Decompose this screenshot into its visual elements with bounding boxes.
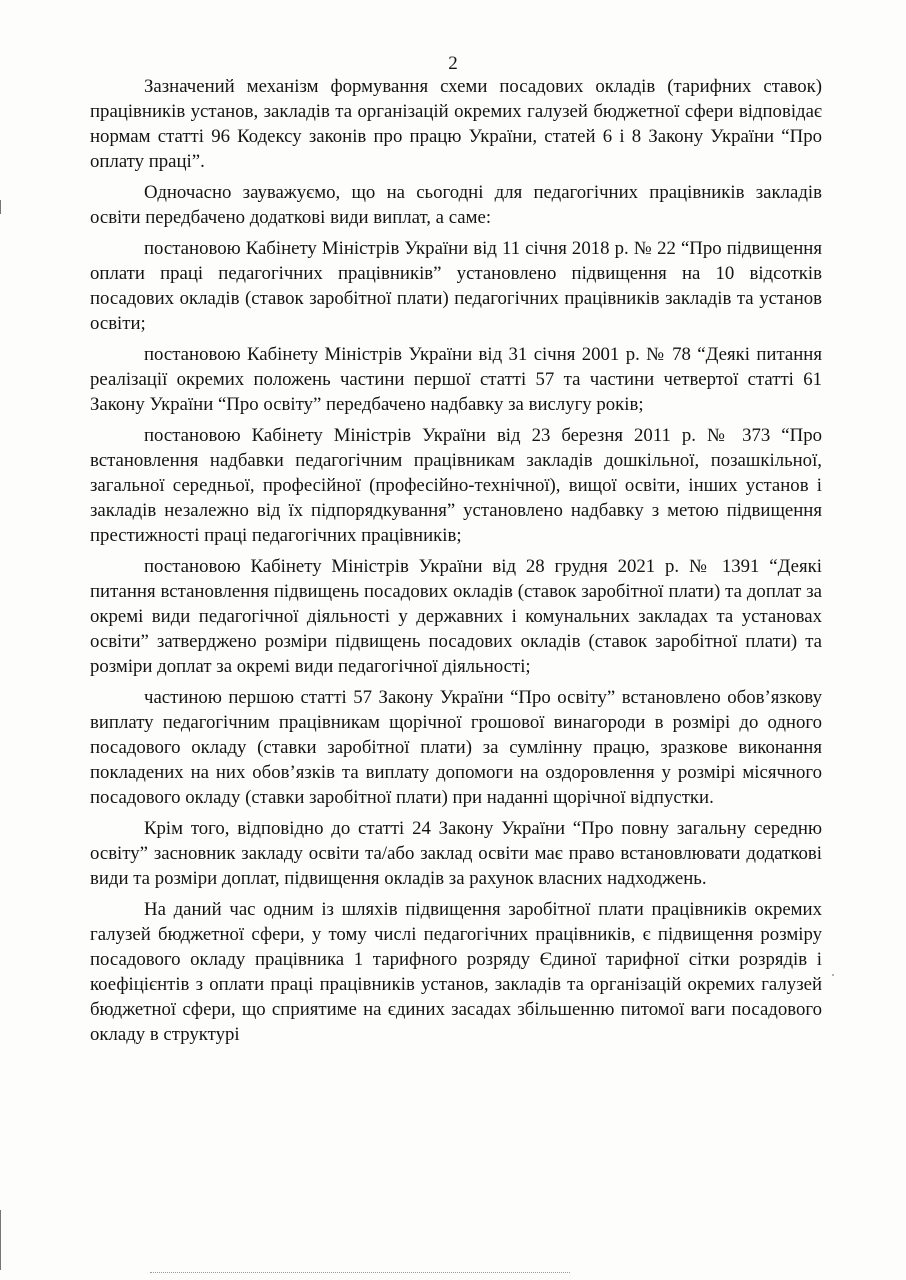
paragraph: На даний час одним із шляхів підвищення заробітної плати працівників окремих галузей бюджетної сфери, у тому числі педагогічних працівників, є підвищення розміру посадового окладу працівника 1 тарифного розряду Єдиної тарифної сітки розрядів і коефіцієнтів з оплати праці працівників установ, закладів та організацій окремих галузей бюджетної сфери, що сприятиме на єдиних засадах збільшенню питомої ваги посадового окладу в структурі (90, 899, 822, 1045)
paragraph: постановою Кабінету Міністрів України від 28 грудня 2021 р. № 1391 “Деякі питання встановлення підвищень посадових окладів (ставок заробітної плати) та доплат за окремі види педагогічної діяльності у державних і комунальних закладах та установах освіти” затверджено розміри підвищень посадових окладів (ставок заробітної плати) та розміри доплат за окремі види педагогічної діяльності; (90, 556, 822, 677)
paragraph: Крім того, відповідно до статті 24 Закону України “Про повну загальну середню освіту” засновник закладу освіти та/або заклад освіти має право встановлювати додаткові види та розміри доплат, підвищення окладів за рахунок власних надходжень. (90, 818, 822, 889)
document-body (90, 74, 822, 1053)
paragraph: Зазначений механізм формування схеми посадових окладів (тарифних ставок) працівників установ, закладів та організацій окремих галузей бюджетної сфери відповідає нормам статті 96 Кодексу законів про працю України, статей 6 і 8 Закону України “Про оплату праці”. (90, 76, 822, 172)
scan-edge-mark (0, 200, 1, 214)
paragraph: Одночасно зауважуємо, що на сьогодні для педагогічних працівників закладів освіти передбачено додаткові види виплат, а саме: (90, 182, 822, 228)
scan-speck (832, 974, 834, 976)
paragraph: частиною першою статті 57 Закону України “Про освіту” встановлено обов’язкову виплату педагогічним працівникам щорічної грошової винагороди в розмірі до одного посадового окладу (ставки заробітної плати) за сумлінну працю, зразкове виконання покладених на них обов’язків та виплату допомоги на оздоровлення у розмірі місячного посадового окладу (ставки заробітної плати) при наданні щорічної відпустки. (90, 687, 822, 808)
paragraph: постановою Кабінету Міністрів України від 31 січня 2001 р. № 78 “Деякі питання реалізації окремих положень частини першої статті 57 та частини четвертої статті 61 Закону України “Про освіту” передбачено надбавку за вислугу років; (90, 344, 822, 415)
paragraph: постановою Кабінету Міністрів України від 23 березня 2011 р. № 373 “Про встановлення надбавки педагогічним працівникам закладів дошкільної, позашкільної, загальної середньої, професійної (професійно-технічної), вищої освіти, інших установ і закладів незалежно від їх підпорядкування” установлено надбавку з метою підвищення престижності праці педагогічних працівників; (90, 425, 822, 546)
page-number: 2 (448, 53, 458, 74)
scan-edge-mark (0, 1210, 1, 1270)
scan-bottom-dots (150, 1272, 570, 1275)
paragraph: постановою Кабінету Міністрів України від 11 січня 2018 р. № 22 “Про підвищення оплати праці педагогічних працівників” установлено підвищення на 10 відсотків посадових окладів (ставок заробітної плати) педагогічних працівників закладів та установ освіти; (90, 238, 822, 334)
